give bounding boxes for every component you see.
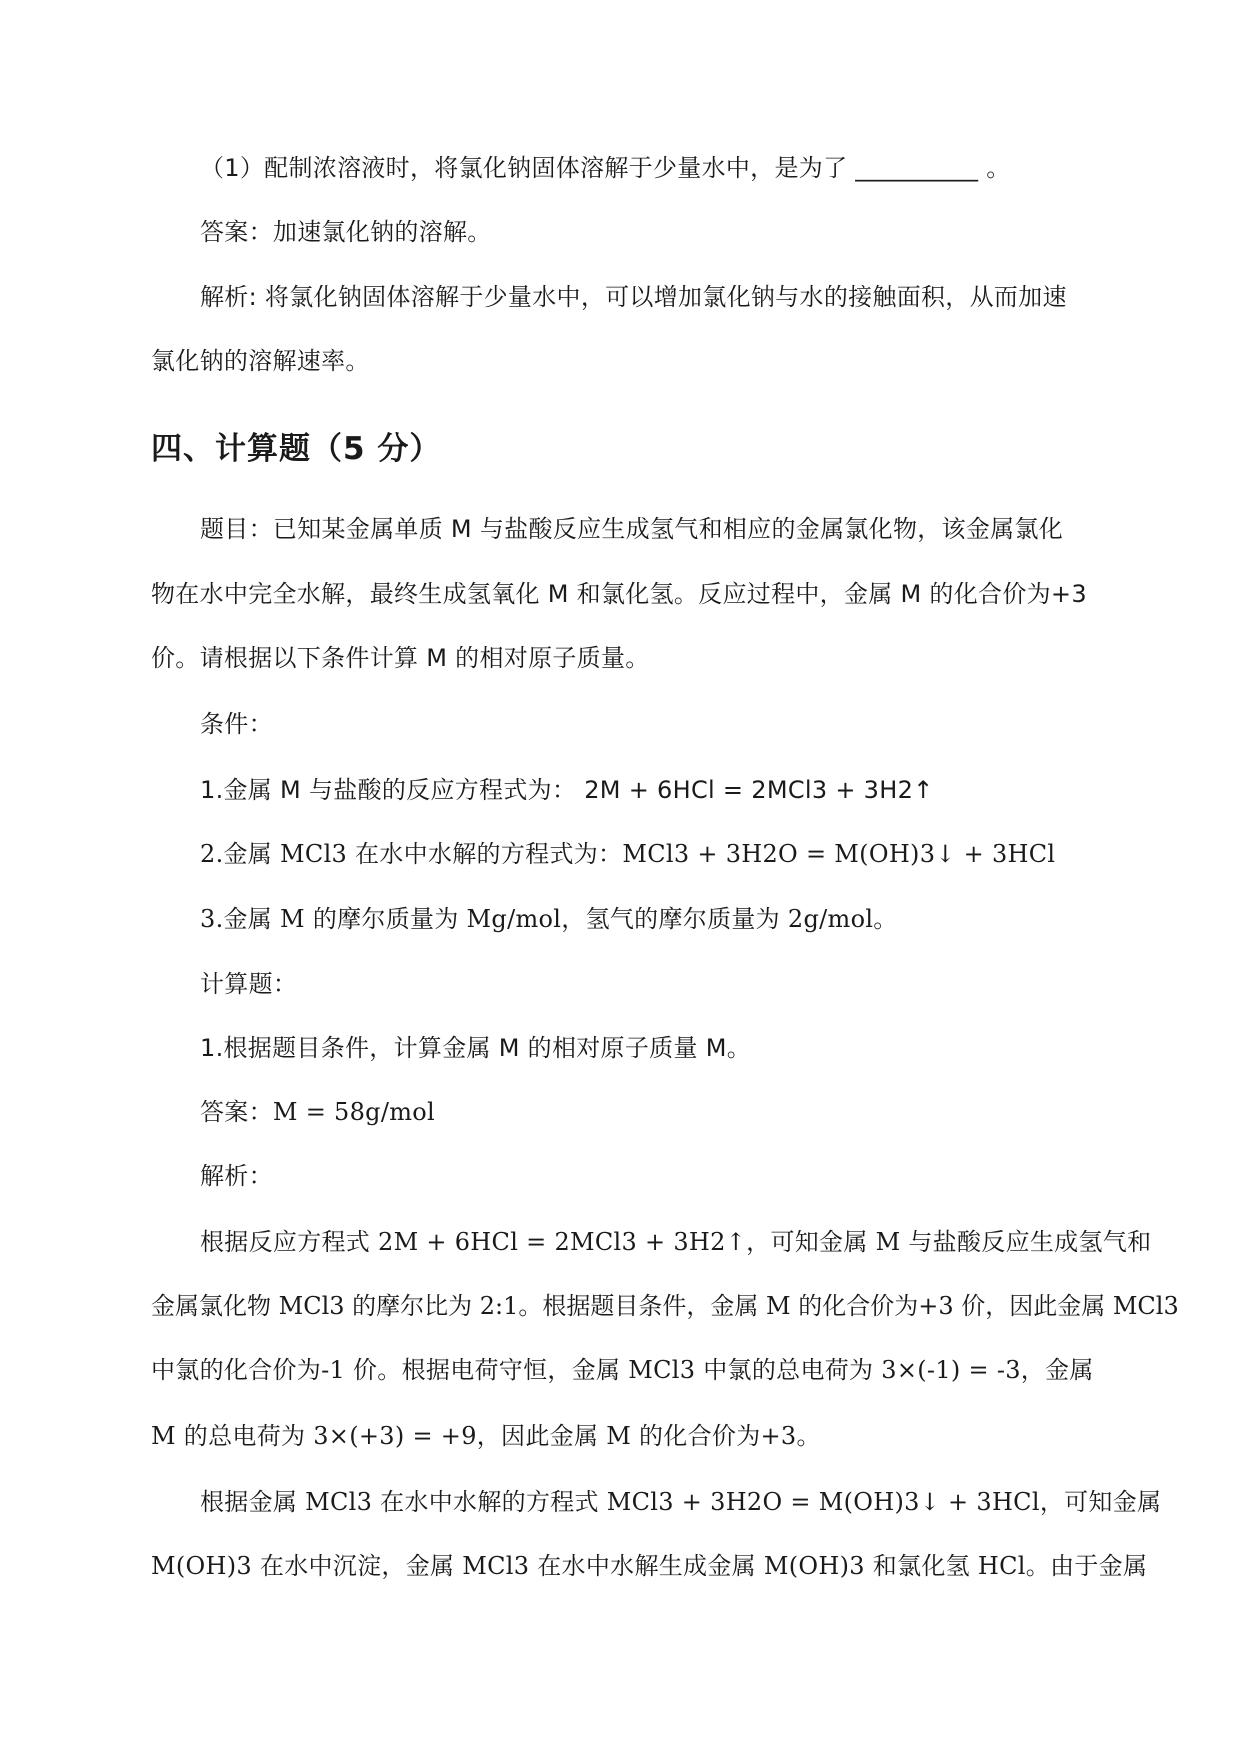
problem-text-line-2: 物在水中完全水解，最终生成氢氧化 M 和氯化氢。反应过程中，金属 M 的化合价为+3 — [151, 580, 1087, 608]
explanation-2-line-1: 根据反应方程式 2M + 6HCl = 2MCl3 + 3H2↑，可知金属 M 与盐酸反应生成氢气和 — [200, 1228, 1152, 1256]
answer-1: 答案：加速氯化钠的溶解。 — [200, 218, 492, 246]
condition-3: 3.金属 M 的摩尔质量为 Mg/mol，氢气的摩尔质量为 2g/mol。 — [200, 905, 898, 933]
explanation-label: 解析： — [200, 1162, 273, 1190]
explanation-2-line-4: M 的总电荷为 3×(+3) = +9，因此金属 M 的化合价为+3。 — [151, 1422, 821, 1450]
condition-2: 2.金属 MCl3 在水中水解的方程式为：MCl3 + 3H2O = M(OH)3↓ + 3HCl — [200, 840, 1056, 868]
explanation-2-line-6: M(OH)3 在水中沉淀，金属 MCl3 在水中水解生成金属 M(OH)3 和氯化氢 HCl。由于金属 — [151, 1552, 1148, 1580]
calculation-label: 计算题： — [200, 970, 298, 998]
explanation-2-line-3: 中氯的化合价为-1 价。根据电荷守恒，金属 MCl3 中氯的总电荷为 3×(-1) = -3，金属 — [151, 1356, 1094, 1384]
conditions-label: 条件： — [200, 710, 273, 738]
explanation-2-line-5: 根据金属 MCl3 在水中水解的方程式 MCl3 + 3H2O = M(OH)3↓ + 3HCl，可知金属 — [200, 1488, 1162, 1516]
explanation-2-line-2: 金属氯化物 MCl3 的摩尔比为 2:1。根据题目条件，金属 M 的化合价为+3 价，因此金属 MCl3 — [151, 1292, 1179, 1320]
explanation-1-line-2: 氯化钠的溶解速率。 — [151, 347, 370, 375]
problem-text-line-1: 题目：已知某金属单质 M 与盐酸反应生成氢气和相应的金属氯化物，该金属氯化 — [200, 515, 1064, 543]
calculation-question-1: 1.根据题目条件，计算金属 M 的相对原子质量 M。 — [200, 1034, 751, 1062]
problem-text-line-3: 价。请根据以下条件计算 M 的相对原子质量。 — [151, 644, 650, 672]
condition-1: 1.金属 M 与盐酸的反应方程式为： 2M + 6HCl = 2MCl3 + 3H2↑ — [200, 776, 934, 804]
section-heading: 四、计算题（5 分） — [151, 431, 442, 467]
explanation-1-line-1: 解析: 将氯化钠固体溶解于少量水中，可以增加氯化钠与水的接触面积，从而加速 — [200, 283, 1067, 311]
question-1-fill-in: （1）配制浓溶液时，将氯化钠固体溶解于少量水中，是为了 __________ 。 — [200, 154, 1011, 182]
answer-2: 答案：M = 58g/mol — [200, 1098, 436, 1126]
